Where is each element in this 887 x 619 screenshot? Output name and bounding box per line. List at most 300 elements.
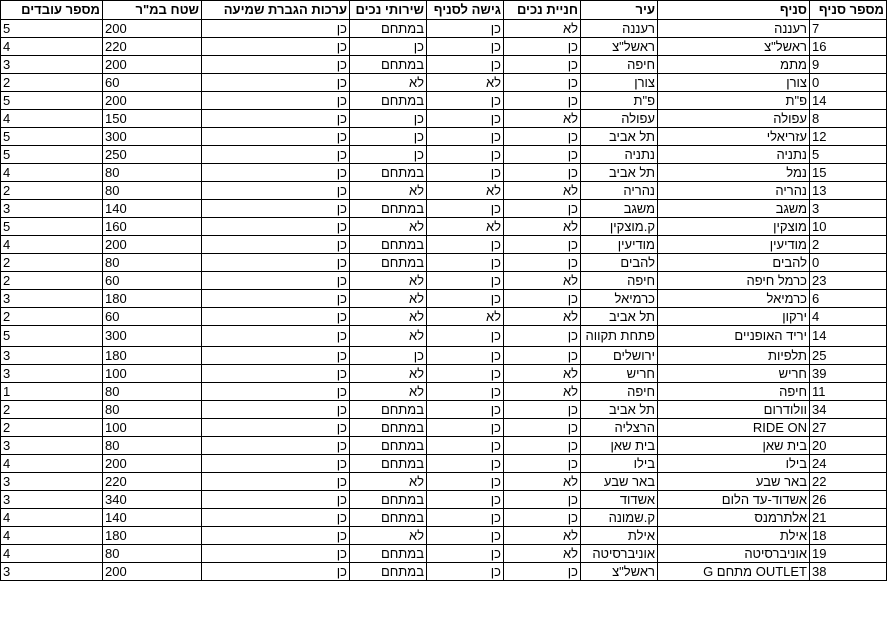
table-cell[interactable]: כן <box>427 383 504 401</box>
table-cell[interactable]: לא <box>504 20 581 38</box>
table-cell[interactable]: 14 <box>810 326 887 347</box>
table-cell[interactable]: כרמל חיפה <box>658 272 810 290</box>
table-cell[interactable]: 140 <box>103 200 202 218</box>
table-cell[interactable]: כן <box>427 254 504 272</box>
table-cell[interactable]: חריש <box>581 365 658 383</box>
table-cell[interactable]: במתחם <box>350 236 427 254</box>
table-cell[interactable]: ירושלים <box>581 347 658 365</box>
table-cell[interactable]: כן <box>202 128 350 146</box>
table-cell[interactable]: 4 <box>1 164 103 182</box>
table-cell[interactable]: במתחם <box>350 419 427 437</box>
table-cell[interactable]: 2 <box>1 308 103 326</box>
table-cell[interactable]: רעננה <box>581 20 658 38</box>
table-cell[interactable]: כן <box>427 563 504 581</box>
table-cell[interactable]: תל אביב <box>581 164 658 182</box>
table-cell[interactable]: 4 <box>1 545 103 563</box>
table-cell[interactable]: לא <box>504 272 581 290</box>
table-cell[interactable]: במתחם <box>350 254 427 272</box>
table-cell[interactable]: כן <box>504 491 581 509</box>
table-cell[interactable]: 3 <box>1 563 103 581</box>
table-cell[interactable]: 80 <box>103 545 202 563</box>
table-cell[interactable]: כן <box>427 38 504 56</box>
table-cell[interactable]: ק.שמונה <box>581 509 658 527</box>
table-cell[interactable]: כן <box>427 56 504 74</box>
table-cell[interactable]: 7 <box>810 20 887 38</box>
table-cell[interactable]: 2 <box>1 401 103 419</box>
table-cell[interactable]: תל אביב <box>581 401 658 419</box>
table-cell[interactable]: כן <box>427 326 504 347</box>
table-cell[interactable]: לא <box>350 182 427 200</box>
table-cell[interactable]: כן <box>202 272 350 290</box>
table-cell[interactable]: 200 <box>103 563 202 581</box>
table-cell[interactable]: לא <box>350 290 427 308</box>
table-cell[interactable]: אשדוד <box>581 491 658 509</box>
table-cell[interactable]: ראשל"צ <box>581 563 658 581</box>
table-cell[interactable]: כן <box>504 236 581 254</box>
table-cell[interactable]: כן <box>504 164 581 182</box>
table-cell[interactable]: כן <box>202 38 350 56</box>
table-cell[interactable]: במתחם <box>350 56 427 74</box>
table-cell[interactable]: 3 <box>1 347 103 365</box>
table-row <box>1 110 887 128</box>
table-cell[interactable]: 180 <box>103 347 202 365</box>
table-cell[interactable]: כן <box>202 527 350 545</box>
table-cell[interactable]: כן <box>427 200 504 218</box>
table-cell[interactable]: כן <box>202 455 350 473</box>
table-cell[interactable]: 5 <box>1 20 103 38</box>
table-cell[interactable]: יריד האופניים <box>658 326 810 347</box>
table-cell[interactable]: באר שבע <box>658 473 810 491</box>
table-cell[interactable]: 22 <box>810 473 887 491</box>
table-cell[interactable]: מוצקין <box>658 218 810 236</box>
table-cell[interactable]: תלפיות <box>658 347 810 365</box>
table-cell[interactable]: 19 <box>810 545 887 563</box>
table-cell[interactable]: 2 <box>1 74 103 92</box>
table-cell[interactable]: 13 <box>810 182 887 200</box>
table-cell[interactable]: 140 <box>103 509 202 527</box>
header-cell[interactable]: שירותי נכים <box>350 1 427 20</box>
table-cell[interactable]: כן <box>202 383 350 401</box>
table-cell[interactable]: נתניה <box>581 146 658 164</box>
table-cell[interactable]: 8 <box>810 110 887 128</box>
table-cell[interactable]: 25 <box>810 347 887 365</box>
table-cell[interactable]: 200 <box>103 455 202 473</box>
table-cell[interactable]: אוניברסיטה <box>658 545 810 563</box>
table-cell[interactable]: כן <box>350 38 427 56</box>
table-cell[interactable]: 5 <box>810 146 887 164</box>
table-cell[interactable]: עפולה <box>581 110 658 128</box>
table-cell[interactable]: לא <box>504 545 581 563</box>
table-cell[interactable]: 2 <box>1 182 103 200</box>
table-cell[interactable]: מודיעין <box>658 236 810 254</box>
table-cell[interactable]: כן <box>202 218 350 236</box>
table-cell[interactable]: חריש <box>658 365 810 383</box>
table-cell[interactable]: כן <box>427 146 504 164</box>
table-cell[interactable]: כן <box>427 437 504 455</box>
table-cell[interactable]: כן <box>202 236 350 254</box>
table-cell[interactable]: ירקון <box>658 308 810 326</box>
table-cell[interactable]: 3 <box>1 290 103 308</box>
table-cell[interactable]: 80 <box>103 401 202 419</box>
table-cell[interactable]: עפולה <box>658 110 810 128</box>
table-row <box>1 254 887 272</box>
table-cell[interactable]: כן <box>504 92 581 110</box>
table-cell[interactable]: כן <box>504 254 581 272</box>
table-cell[interactable]: כן <box>427 527 504 545</box>
table-cell[interactable]: לא <box>350 473 427 491</box>
table-cell[interactable]: כן <box>427 128 504 146</box>
header-cell[interactable]: ערכות הגברת שמיעה <box>202 1 350 20</box>
table-cell[interactable]: לא <box>350 527 427 545</box>
table-row <box>1 164 887 182</box>
table-row <box>1 563 887 581</box>
table-cell[interactable]: מתמ <box>658 56 810 74</box>
table-cell[interactable]: תל אביב <box>581 308 658 326</box>
table-cell[interactable]: כן <box>202 290 350 308</box>
table-cell[interactable]: תל אביב <box>581 128 658 146</box>
table-cell[interactable]: 100 <box>103 419 202 437</box>
table-cell[interactable]: כן <box>350 128 427 146</box>
table-cell[interactable]: בית שאן <box>581 437 658 455</box>
table-cell[interactable]: כן <box>504 347 581 365</box>
table-cell[interactable]: 3 <box>1 365 103 383</box>
table-cell[interactable]: ראשל"צ <box>658 38 810 56</box>
table-cell[interactable]: הרצליה <box>581 419 658 437</box>
table-row <box>1 74 887 92</box>
table-cell[interactable]: ראשל"צ <box>581 38 658 56</box>
table-cell[interactable]: 14 <box>810 92 887 110</box>
table-cell[interactable]: 2 <box>1 419 103 437</box>
table-cell[interactable]: 34 <box>810 401 887 419</box>
table-cell[interactable]: באר שבע <box>581 473 658 491</box>
table-cell[interactable]: כן <box>202 563 350 581</box>
table-cell[interactable]: כן <box>504 419 581 437</box>
table-cell[interactable]: 60 <box>103 272 202 290</box>
table-row <box>1 401 887 419</box>
table-row <box>1 92 887 110</box>
table-cell[interactable]: 9 <box>810 56 887 74</box>
table-cell[interactable]: כן <box>427 401 504 419</box>
table-cell[interactable]: חיפה <box>581 272 658 290</box>
table-cell[interactable]: לא <box>504 182 581 200</box>
table-cell[interactable]: חיפה <box>581 56 658 74</box>
table-cell[interactable]: כן <box>504 437 581 455</box>
table-cell[interactable]: כן <box>202 437 350 455</box>
table-cell[interactable]: לא <box>427 308 504 326</box>
table-cell[interactable]: במתחם <box>350 164 427 182</box>
table-cell[interactable]: כן <box>427 236 504 254</box>
table-cell[interactable]: 26 <box>810 491 887 509</box>
table-cell[interactable]: 5 <box>1 146 103 164</box>
table-cell[interactable]: 15 <box>810 164 887 182</box>
table-cell[interactable]: כן <box>350 146 427 164</box>
table-cell[interactable]: במתחם <box>350 491 427 509</box>
table-cell[interactable]: כן <box>427 347 504 365</box>
table-cell[interactable]: 18 <box>810 527 887 545</box>
table-cell[interactable]: נהריה <box>658 182 810 200</box>
table-cell[interactable]: כן <box>427 473 504 491</box>
table-cell[interactable]: כן <box>427 491 504 509</box>
table-cell[interactable]: 4 <box>1 110 103 128</box>
table-cell[interactable]: פתחת תקווה <box>581 326 658 347</box>
table-cell[interactable]: כרמיאל <box>581 290 658 308</box>
table-cell[interactable]: 4 <box>1 527 103 545</box>
table-cell[interactable]: 60 <box>103 308 202 326</box>
table-cell[interactable]: 200 <box>103 92 202 110</box>
table-cell[interactable]: במתחם <box>350 509 427 527</box>
table-cell[interactable]: 150 <box>103 110 202 128</box>
table-cell[interactable]: כן <box>504 128 581 146</box>
table-cell[interactable]: לא <box>504 365 581 383</box>
table-cell[interactable]: 160 <box>103 218 202 236</box>
table-cell[interactable]: אלתרמנס <box>658 509 810 527</box>
table-cell[interactable]: כן <box>504 455 581 473</box>
table-cell[interactable]: פ"ת <box>581 92 658 110</box>
table-cell[interactable]: כן <box>202 365 350 383</box>
table-cell[interactable]: RIDE ON <box>658 419 810 437</box>
table-cell[interactable]: כן <box>504 56 581 74</box>
table-cell[interactable]: כן <box>350 110 427 128</box>
table-cell[interactable]: כן <box>504 38 581 56</box>
table-cell[interactable]: 80 <box>103 383 202 401</box>
table-cell[interactable]: כן <box>202 164 350 182</box>
table-cell[interactable]: 80 <box>103 164 202 182</box>
table-cell[interactable]: כן <box>427 290 504 308</box>
table-cell[interactable]: 3 <box>1 200 103 218</box>
table-cell[interactable]: כן <box>504 200 581 218</box>
table-cell[interactable]: 4 <box>1 236 103 254</box>
table-cell[interactable]: כן <box>427 545 504 563</box>
table-cell[interactable]: כן <box>202 20 350 38</box>
table-cell[interactable]: וולודרום <box>658 401 810 419</box>
table-cell[interactable]: במתחם <box>350 437 427 455</box>
table-cell[interactable]: 12 <box>810 128 887 146</box>
table-cell[interactable]: כן <box>504 563 581 581</box>
table-cell[interactable]: כן <box>427 110 504 128</box>
table-cell[interactable]: 27 <box>810 419 887 437</box>
table-cell[interactable]: לא <box>350 218 427 236</box>
table-cell[interactable]: 100 <box>103 365 202 383</box>
table-cell[interactable]: כן <box>202 401 350 419</box>
table-cell[interactable]: כרמיאל <box>658 290 810 308</box>
header-cell[interactable]: מספר עובדים <box>1 1 103 20</box>
table-cell[interactable]: כן <box>202 110 350 128</box>
table-cell[interactable]: לא <box>350 365 427 383</box>
table-body <box>1 20 887 581</box>
table-cell[interactable]: 3 <box>1 473 103 491</box>
table-cell[interactable]: לא <box>350 308 427 326</box>
table-cell[interactable]: במתחם <box>350 455 427 473</box>
table-cell[interactable]: לא <box>350 74 427 92</box>
table-cell[interactable]: חיפה <box>658 383 810 401</box>
table-cell[interactable]: במתחם <box>350 401 427 419</box>
table-cell[interactable]: במתחם <box>350 92 427 110</box>
table-cell[interactable]: פ"ת <box>658 92 810 110</box>
table-cell[interactable]: 220 <box>103 473 202 491</box>
table-cell[interactable]: כן <box>504 146 581 164</box>
table-cell[interactable]: כן <box>427 365 504 383</box>
table-cell[interactable]: כן <box>427 419 504 437</box>
table-cell[interactable]: נתניה <box>658 146 810 164</box>
table-cell[interactable]: כן <box>427 92 504 110</box>
table-cell[interactable]: לא <box>504 218 581 236</box>
table-cell[interactable]: 21 <box>810 509 887 527</box>
table-cell[interactable]: כן <box>202 56 350 74</box>
table-cell[interactable]: 11 <box>810 383 887 401</box>
table-cell[interactable]: 24 <box>810 455 887 473</box>
table-cell[interactable]: 3 <box>810 200 887 218</box>
table-cell[interactable]: 300 <box>103 326 202 347</box>
table-cell[interactable]: 2 <box>1 254 103 272</box>
table-cell[interactable]: לא <box>427 74 504 92</box>
table-cell[interactable]: 4 <box>1 38 103 56</box>
table-cell[interactable]: 5 <box>1 218 103 236</box>
table-cell[interactable]: 300 <box>103 128 202 146</box>
table-cell[interactable]: כן <box>202 74 350 92</box>
table-cell[interactable]: 80 <box>103 437 202 455</box>
table-cell[interactable]: לא <box>504 527 581 545</box>
table-cell[interactable]: 10 <box>810 218 887 236</box>
table-cell[interactable]: 4 <box>1 509 103 527</box>
table-cell[interactable]: חיפה <box>581 383 658 401</box>
table-cell[interactable]: 220 <box>103 38 202 56</box>
table-cell[interactable]: כן <box>202 545 350 563</box>
table-cell[interactable]: כן <box>202 308 350 326</box>
table-cell[interactable]: 0 <box>810 254 887 272</box>
table-cell[interactable]: 38 <box>810 563 887 581</box>
table-cell[interactable]: 6 <box>810 290 887 308</box>
table-cell[interactable]: נמל <box>658 164 810 182</box>
table-cell[interactable]: מודיעין <box>581 236 658 254</box>
table-cell[interactable]: לא <box>350 272 427 290</box>
table-cell[interactable]: 5 <box>1 128 103 146</box>
table-cell[interactable]: במתחם <box>350 563 427 581</box>
table-cell[interactable]: בית שאן <box>658 437 810 455</box>
table-cell[interactable]: במתחם <box>350 20 427 38</box>
table-cell[interactable]: לא <box>427 218 504 236</box>
table-row <box>1 383 887 401</box>
table-cell[interactable]: OUTLET מתחם G <box>658 563 810 581</box>
table-cell[interactable]: כן <box>202 419 350 437</box>
table-cell[interactable]: כן <box>202 182 350 200</box>
table-cell[interactable]: ק.מוצקין <box>581 218 658 236</box>
table-cell[interactable]: 340 <box>103 491 202 509</box>
table-cell[interactable]: לא <box>427 182 504 200</box>
table-cell[interactable]: 3 <box>1 491 103 509</box>
table-cell[interactable]: צורן <box>658 74 810 92</box>
table-cell[interactable]: לא <box>350 326 427 347</box>
table-cell[interactable]: כן <box>427 164 504 182</box>
table-cell[interactable]: 200 <box>103 20 202 38</box>
table-cell[interactable]: כן <box>504 326 581 347</box>
table-cell[interactable]: 1 <box>1 383 103 401</box>
table-cell[interactable]: כן <box>202 491 350 509</box>
table-row <box>1 38 887 56</box>
table-cell[interactable]: משגב <box>658 200 810 218</box>
table-cell[interactable]: כן <box>202 473 350 491</box>
table-cell[interactable]: 2 <box>810 236 887 254</box>
table-cell[interactable]: כן <box>427 20 504 38</box>
table-cell[interactable]: כן <box>202 326 350 347</box>
table-cell[interactable]: בילו <box>581 455 658 473</box>
table-cell[interactable]: כן <box>202 200 350 218</box>
header-cell[interactable]: חניית נכים <box>504 1 581 20</box>
table-cell[interactable]: כן <box>202 254 350 272</box>
table-row <box>1 290 887 308</box>
table-cell[interactable]: להבים <box>581 254 658 272</box>
table-cell[interactable]: כן <box>504 401 581 419</box>
table-cell[interactable]: כן <box>350 347 427 365</box>
table-cell[interactable]: 180 <box>103 527 202 545</box>
header-cell[interactable]: גישה לסניף <box>427 1 504 20</box>
table-cell[interactable]: נהריה <box>581 182 658 200</box>
table-cell[interactable]: לא <box>504 308 581 326</box>
table-cell[interactable]: לא <box>504 473 581 491</box>
table-cell[interactable]: 200 <box>103 236 202 254</box>
table-cell[interactable]: 2 <box>1 272 103 290</box>
table-cell[interactable]: לא <box>350 383 427 401</box>
header-cell[interactable]: מספר סניף <box>810 1 887 20</box>
table-cell[interactable]: 250 <box>103 146 202 164</box>
table-cell[interactable]: אשדוד-עד הלום <box>658 491 810 509</box>
table-cell[interactable]: אוניברסיטה <box>581 545 658 563</box>
table-cell[interactable]: כן <box>202 509 350 527</box>
table-cell[interactable]: כן <box>202 347 350 365</box>
header-cell[interactable]: שטח במ"ר <box>103 1 202 20</box>
table-cell[interactable]: כן <box>202 92 350 110</box>
table-row <box>1 146 887 164</box>
table-cell[interactable]: 80 <box>103 254 202 272</box>
table-cell[interactable]: צורן <box>581 74 658 92</box>
table-cell[interactable]: 16 <box>810 38 887 56</box>
table-cell[interactable]: רעננה <box>658 20 810 38</box>
table-cell[interactable]: 3 <box>1 437 103 455</box>
table-cell[interactable]: כן <box>504 290 581 308</box>
table-cell[interactable]: 180 <box>103 290 202 308</box>
table-cell[interactable]: 23 <box>810 272 887 290</box>
table-cell[interactable]: 4 <box>1 455 103 473</box>
table-cell[interactable]: משגב <box>581 200 658 218</box>
table-cell[interactable]: אילת <box>581 527 658 545</box>
table-cell[interactable]: כן <box>427 455 504 473</box>
table-cell[interactable]: במתחם <box>350 200 427 218</box>
table-cell[interactable]: 200 <box>103 56 202 74</box>
table-cell[interactable]: כן <box>427 272 504 290</box>
table-cell[interactable]: כן <box>504 509 581 527</box>
table-cell[interactable]: 20 <box>810 437 887 455</box>
table-cell[interactable]: 5 <box>1 326 103 347</box>
table-cell[interactable]: 60 <box>103 74 202 92</box>
table-cell[interactable]: 0 <box>810 74 887 92</box>
header-cell[interactable]: סניף <box>658 1 810 20</box>
table-cell[interactable]: 80 <box>103 182 202 200</box>
table-cell[interactable]: כן <box>427 509 504 527</box>
table-cell[interactable]: לא <box>504 383 581 401</box>
table-cell[interactable]: 39 <box>810 365 887 383</box>
table-cell[interactable]: 4 <box>810 308 887 326</box>
table-cell[interactable]: 3 <box>1 56 103 74</box>
table-cell[interactable]: כן <box>202 146 350 164</box>
table-cell[interactable]: במתחם <box>350 545 427 563</box>
table-cell[interactable]: עזריאלי <box>658 128 810 146</box>
table-cell[interactable]: 5 <box>1 92 103 110</box>
table-cell[interactable]: אילת <box>658 527 810 545</box>
table-cell[interactable]: לא <box>504 110 581 128</box>
table-cell[interactable]: בילו <box>658 455 810 473</box>
table-cell[interactable]: להבים <box>658 254 810 272</box>
table-cell[interactable]: כן <box>504 74 581 92</box>
header-cell[interactable]: עיר <box>581 1 658 20</box>
